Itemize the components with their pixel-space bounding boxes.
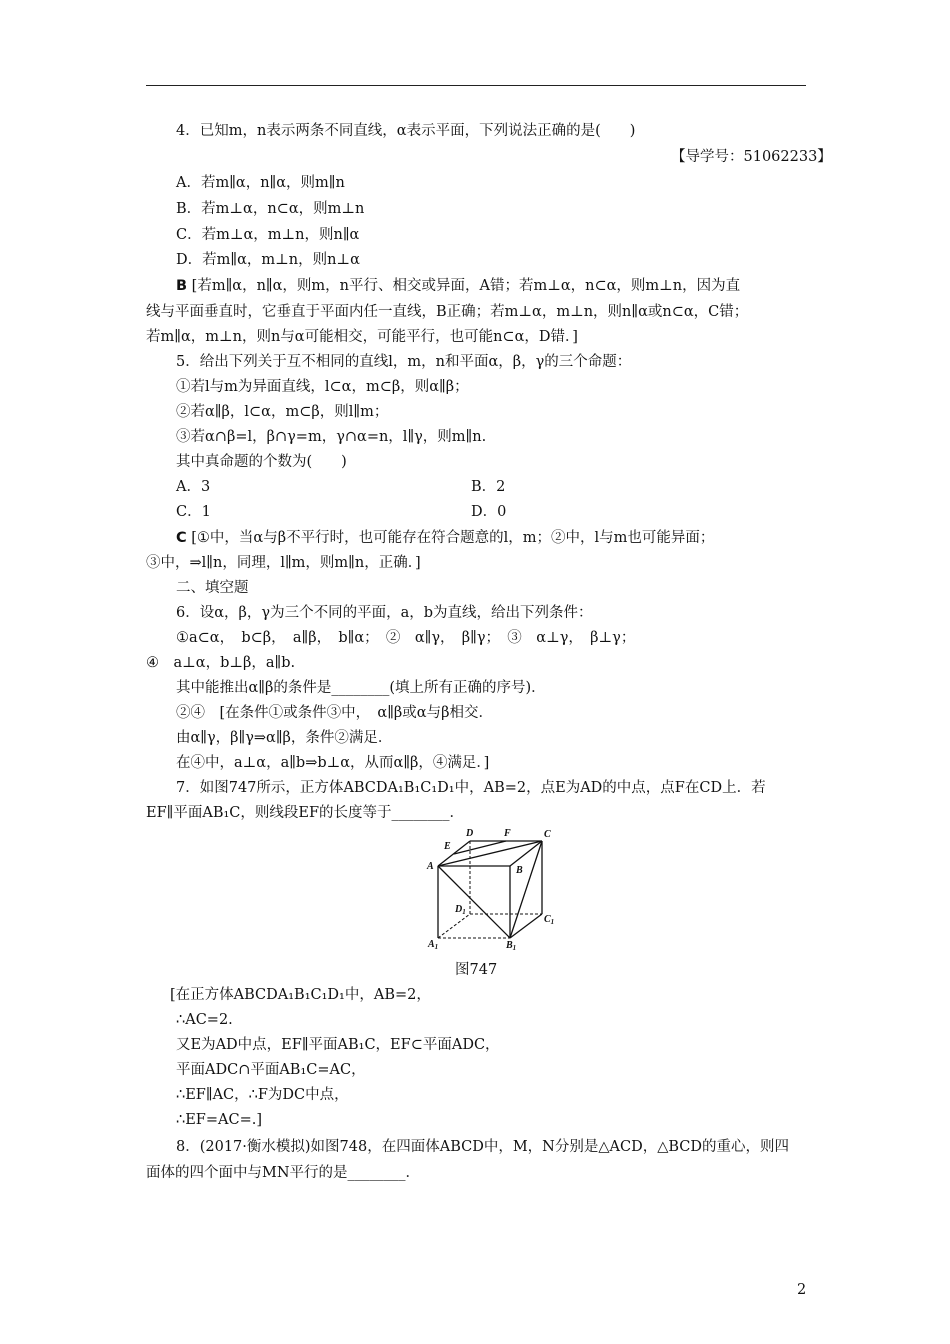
q4-option-d: D．若m∥α，m⊥n，则n⊥α: [176, 252, 360, 268]
section-title-fill-in: 二、填空题: [176, 580, 249, 596]
q4-explanation-line-2: 线与平面垂直时，它垂直于平面内任一直线，B正确；若m⊥α，m⊥n，则n∥α或n⊂α，C错；: [146, 304, 749, 320]
label-D1: $D_1$: [455, 904, 466, 916]
label-C1: $C_1$: [544, 914, 555, 926]
cube-figure-747: [422, 826, 562, 956]
label-E: E: [444, 841, 451, 852]
q4-option-c: C．若m⊥α，m⊥n，则n∥α: [176, 227, 360, 243]
q5-explanation-line-1: [176, 528, 714, 548]
q5-prop-3: ③若α∩β=l，β∩γ=m，γ∩α=n，l∥γ，则m∥n.: [176, 429, 487, 445]
q6-conditions-line-2: ④ a⊥α，b⊥β，a∥b.: [146, 655, 296, 671]
q7-explanation-line-2: ∴AC=2.: [176, 1012, 233, 1028]
q4-answer-letter: B: [176, 278, 188, 294]
q5-option-b: B．2: [471, 479, 506, 495]
q7-stem-line-2: EF∥平面AB₁C，则线段EF的长度等于________．: [146, 805, 465, 821]
q4-option-a: A．若m∥α，n∥α，则m∥n: [176, 175, 345, 191]
q7-stem-line-1: 7．如图747所示，正方体ABCDA₁B₁C₁D₁中，AB=2，点E为AD的中点，点F在CD上．若: [176, 780, 766, 796]
figure-747-caption: 图747: [455, 962, 498, 978]
label-A: A: [427, 861, 434, 872]
label-B1: $B_1$: [506, 940, 517, 952]
q8-line-2: 面体的四个面中与MN平行的是________．: [146, 1165, 421, 1181]
top-rule: [146, 85, 806, 86]
q7-explanation-line-1: [在正方体ABCDA₁B₁C₁D₁中，AB=2，: [170, 987, 431, 1003]
label-F: F: [504, 828, 511, 839]
q7-explanation-line-3: 又E为AD中点，EF∥平面AB₁C，EF⊂平面ADC，: [176, 1037, 500, 1053]
q5-prop-2: ②若α∥β，l⊂α，m⊂β，则l∥m；: [176, 404, 389, 420]
q4-option-b: B．若m⊥α，n⊂α，则m⊥n: [176, 201, 365, 217]
q5-option-c: C．1: [176, 504, 211, 520]
q5-answer-letter: C: [176, 530, 187, 546]
q6-explanation-line-2: 由α∥γ，β∥γ⇒α∥β，条件②满足．: [176, 730, 393, 746]
page-number: 2: [797, 1282, 807, 1298]
q8-line-1: 8．(2017·衡水模拟)如图748，在四面体ABCD中，M，N分别是△ACD，△BCD的重心，则四: [176, 1139, 790, 1155]
label-C: C: [544, 829, 551, 840]
q4-guide-number: 【导学号：51062233】: [671, 149, 832, 165]
q5-option-a: A．3: [176, 479, 211, 495]
q7-explanation-line-4: 平面ADC∩平面AB₁C=AC，: [176, 1062, 366, 1078]
q5-explanation-line-2: ③中，⇒l∥n，同理，l∥m，则m∥n，正确．]: [146, 555, 421, 571]
q6-conditions-line-1: ①a⊂α， b⊂β， a∥β， b∥α； ② α∥γ， β∥γ； ③ α⊥γ， β⊥γ；: [176, 630, 636, 646]
q6-stem: 6．设α，β，γ为三个不同的平面，a，b为直线，给出下列条件：: [176, 605, 593, 621]
q4-explanation-line-1: [176, 276, 740, 296]
q5-prop-1: ①若l与m为异面直线，l⊂α，m⊂β，则α∥β；: [176, 379, 469, 395]
label-A1: $A_1$: [428, 939, 439, 951]
q5-stem: 5．给出下列关于互不相同的直线l，m，n和平面α，β，γ的三个命题：: [176, 354, 632, 370]
q7-explanation-line-6: ∴EF=AC=.]: [176, 1112, 263, 1128]
q6-explanation-line-1: ②④ [在条件①或条件③中， α∥β或α与β相交．: [176, 705, 493, 721]
q4-explanation-line-3: 若m∥α，m⊥n，则n与α可能相交，可能平行，也可能n⊂α，D错．]: [146, 329, 578, 345]
q5-ask: 其中真命题的个数为( ): [176, 454, 347, 470]
label-D: D: [466, 828, 474, 839]
label-B: B: [516, 865, 523, 876]
q4-stem: 4．已知m，n表示两条不同直线，α表示平面，下列说法正确的是( ): [176, 123, 636, 139]
q6-ask: 其中能推出α∥β的条件是________(填上所有正确的序号)．: [176, 680, 546, 696]
q6-explanation-line-3: 在④中，a⊥α，a∥b⇒b⊥α，从而α∥β，④满足．]: [176, 755, 490, 771]
q5-explanation-text: [①中，当α与β不平行时，也可能存在符合题意的l，m；②中，l与m也可能异面；: [191, 530, 715, 546]
q7-explanation-line-5: ∴EF∥AC，∴F为DC中点，: [176, 1087, 349, 1103]
q4-explanation-text: [若m∥α，n∥α，则m，n平行、相交或异面，A错；若m⊥α，n⊂α，则m⊥n，因为直: [191, 278, 741, 294]
q5-option-d: D．0: [471, 504, 507, 520]
